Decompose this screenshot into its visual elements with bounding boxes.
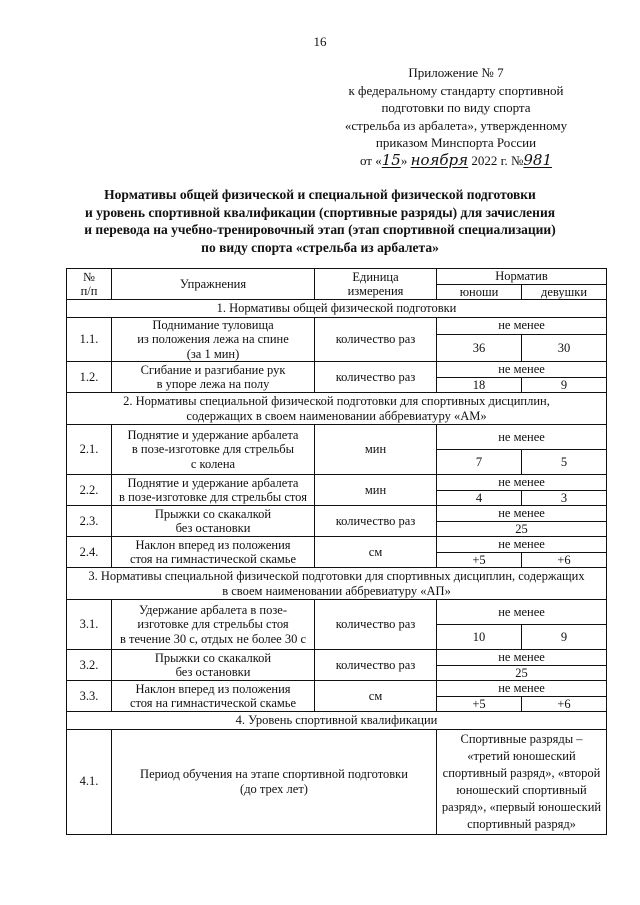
not-less-cell: не менее <box>437 506 607 522</box>
girls-value: 9 <box>522 377 607 393</box>
girls-value: 9 <box>522 625 607 650</box>
unit-cell: количество раз <box>315 362 437 393</box>
not-less-cell: не менее <box>437 650 607 666</box>
header-exercise: Упражнения <box>112 269 315 300</box>
boys-value: 4 <box>437 490 522 506</box>
table-row: 2.1. Поднятие и удержание арбалета в позе-изготовке для стрельбы с колена мин не менее <box>67 425 607 450</box>
exercise-cell: Поднятие и удержание арбалета в позе-изготовке для стрельбы стоя <box>112 475 315 506</box>
appendix-line: подготовки по виду спорта <box>381 100 531 115</box>
section-title: 1. Нормативы общей физической подготовки <box>67 300 607 318</box>
unit-cell: см <box>315 681 437 712</box>
girls-value: +6 <box>522 552 607 568</box>
boys-value: 36 <box>437 334 522 361</box>
document-title: Нормативы общей физической и специальной физической подготовки и уровень спортивной квалификации (спортивные разряды) для зачисления и перевода на учебно-тренировочный этап (этап спортивной специализации) по виду спорта «стрельба из арбалета» <box>84 187 556 255</box>
handwritten-month: ноября <box>410 150 469 169</box>
header-num: № п/п <box>67 269 112 300</box>
girls-value: 3 <box>522 490 607 506</box>
not-less-cell: не менее <box>437 425 607 450</box>
exercise-cell: Сгибание и разгибание рук в упоре лежа на полу <box>112 362 315 393</box>
table-row: 1.1. Поднимание туловища из положения лежа на спине (за 1 мин) количество раз не менее <box>67 317 607 334</box>
table-header-row <box>67 269 607 285</box>
girls-value: 30 <box>522 334 607 361</box>
section-row <box>67 712 607 730</box>
both-value: 25 <box>437 665 607 681</box>
exercise-cell: Наклон вперед из положения стоя на гимнастической скамье <box>112 537 315 568</box>
header-boys: юноши <box>437 284 522 300</box>
norms-table <box>66 268 607 835</box>
appendix-line: «стрельба из арбалета», утвержденному <box>344 117 568 133</box>
unit-cell: количество раз <box>315 317 437 362</box>
boys-value: 10 <box>437 625 522 650</box>
exercise-cell: Прыжки со скакалкой без остановки <box>112 506 315 537</box>
unit-cell: см <box>315 537 437 568</box>
page-number: 16 <box>313 34 327 49</box>
handwritten-day: 15 <box>381 150 401 169</box>
boys-value: 18 <box>437 377 522 393</box>
both-value: 25 <box>437 521 607 537</box>
header-unit: Единица измерения <box>315 269 437 300</box>
not-less-cell: не менее <box>437 600 607 625</box>
table-row: 2.3. Прыжки со скакалкой без остановки количество раз не менее <box>67 506 607 522</box>
unit-cell: мин <box>315 425 437 475</box>
appendix-header <box>306 64 606 169</box>
table-row: 3.1. Удержание арбалета в позе- изготовке для стрельбы стоя в течение 30 с, отдых не более 30 с количество раз не менее <box>67 600 607 625</box>
exercise-cell: Прыжки со скакалкой без остановки <box>112 650 315 681</box>
exercise-cell: Период обучения на этапе спортивной подготовки (до трех лет) <box>112 729 437 834</box>
not-less-cell: не менее <box>437 362 607 378</box>
appendix-line: Приложение № 7 <box>408 65 504 80</box>
unit-cell: количество раз <box>315 506 437 537</box>
header-girls: девушки <box>522 284 607 300</box>
girls-value: +6 <box>522 696 607 712</box>
section-row <box>67 393 607 425</box>
not-less-cell: не менее <box>437 537 607 553</box>
exercise-cell: Поднятие и удержание арбалета в позе-изготовке для стрельбы с колена <box>112 425 315 475</box>
section-title: 3. Нормативы специальной физической подготовки для спортивных дисциплин, содержащих в своем наименовании аббревиатуру «АП» <box>67 568 607 600</box>
unit-cell: мин <box>315 475 437 506</box>
handwritten-order-number: 981 <box>523 150 553 169</box>
appendix-line: к федеральному стандарту спортивной <box>348 82 564 98</box>
header-norm: Норматив <box>437 269 607 285</box>
boys-value: 7 <box>437 450 522 475</box>
unit-cell: количество раз <box>315 600 437 650</box>
exercise-cell: Наклон вперед из положения стоя на гимнастической скамье <box>112 681 315 712</box>
boys-value: +5 <box>437 696 522 712</box>
section-row <box>67 300 607 318</box>
section-row <box>67 568 607 600</box>
order-date-line: от «15» ноября 2022 г. №981 <box>359 150 553 169</box>
table-row: 2.4. Наклон вперед из положения стоя на гимнастической скамье см не менее <box>67 537 607 553</box>
boys-value: +5 <box>437 552 522 568</box>
not-less-cell: не менее <box>437 681 607 697</box>
girls-value: 5 <box>522 450 607 475</box>
not-less-cell: не менее <box>437 475 607 491</box>
unit-cell: количество раз <box>315 650 437 681</box>
appendix-line: приказом Минспорта России <box>375 135 537 150</box>
exercise-cell: Поднимание туловища из положения лежа на спине (за 1 мин) <box>112 317 315 362</box>
table-row: 4.1. Период обучения на этапе спортивной подготовки (до трех лет) Спортивные разряды – «третий юношеский спортивный разряд», «второй юношеский спортивный разряд», «первый юношеский спортивный разряд» <box>67 729 607 834</box>
table-row: 3.2. Прыжки со скакалкой без остановки количество раз не менее <box>67 650 607 666</box>
table-row: 1.2. Сгибание и разгибание рук в упоре лежа на полу количество раз не менее <box>67 362 607 378</box>
qualification-cell: Спортивные разряды – «третий юношеский спортивный разряд», «второй юношеский спортивный разряд», «первый юношеский спортивный разряд» <box>437 729 607 834</box>
section-title: 2. Нормативы специальной физической подготовки для спортивных дисциплин, содержащих в своем наименовании аббревиатуру «АМ» <box>67 393 607 425</box>
not-less-cell: не менее <box>437 317 607 334</box>
section-title: 4. Уровень спортивной квалификации <box>67 712 607 730</box>
exercise-cell: Удержание арбалета в позе- изготовке для стрельбы стоя в течение 30 с, отдых не более 30 с <box>112 600 315 650</box>
table-row: 2.2. Поднятие и удержание арбалета в позе-изготовке для стрельбы стоя мин не менее <box>67 475 607 491</box>
table-row: 3.3. Наклон вперед из положения стоя на гимнастической скамье см не менее <box>67 681 607 697</box>
